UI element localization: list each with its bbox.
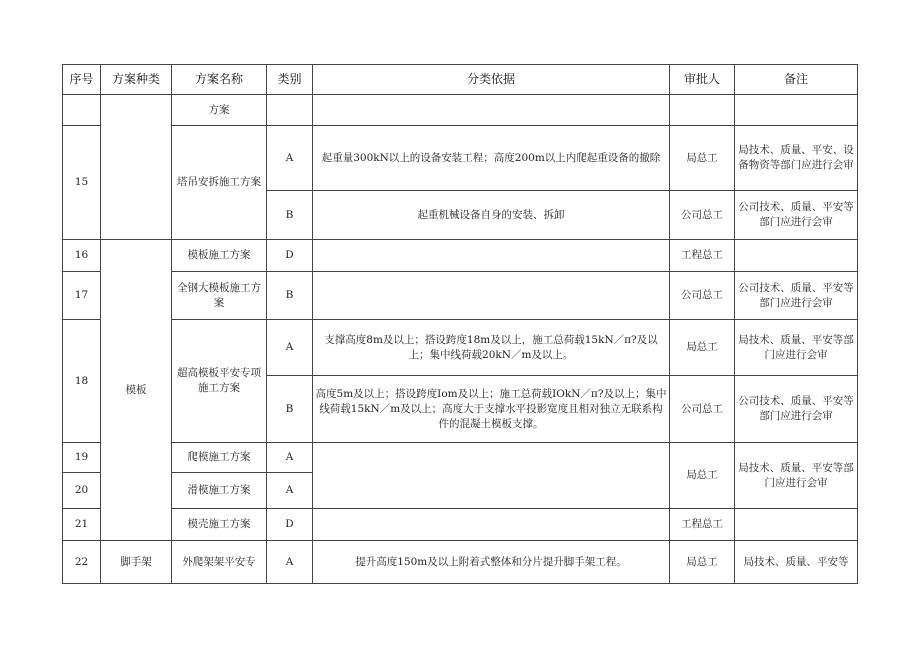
remark-cell: 局技术、质量、平安、设备物资等部门应进行会审 bbox=[735, 126, 858, 191]
basis-cell bbox=[313, 240, 670, 272]
remark-cell: 公司技术、质量、平安等部门应进行会审 bbox=[735, 376, 858, 443]
table-row bbox=[63, 443, 858, 473]
approver-cell bbox=[670, 95, 735, 126]
category-cell bbox=[267, 95, 313, 126]
approver-cell: 局总工 bbox=[670, 541, 735, 584]
seq-cell: 21 bbox=[63, 509, 101, 541]
remark-cell: 局技术、质量、平安等 bbox=[735, 541, 858, 584]
category-cell: B bbox=[267, 272, 313, 320]
basis-cell: 起重机械设备自身的安装、拆卸 bbox=[313, 191, 670, 240]
name-cell: 模板施工方案 bbox=[172, 240, 267, 272]
approver-cell: 局总工 bbox=[670, 126, 735, 191]
header-basis: 分类依据 bbox=[313, 65, 670, 95]
category-cell: D bbox=[267, 509, 313, 541]
name-cell: 爬模施工方案 bbox=[172, 443, 267, 473]
remark-cell bbox=[735, 95, 858, 126]
seq-cell: 16 bbox=[63, 240, 101, 272]
header-seq: 序号 bbox=[63, 65, 101, 95]
type-cell: 脚手架 bbox=[101, 541, 172, 584]
name-cell: 全钢大模板施工方案 bbox=[172, 272, 267, 320]
category-cell: A bbox=[267, 473, 313, 509]
basis-cell: 起重量300kN以上的设备安装工程；高度200m以上内爬起重设备的撤除 bbox=[313, 126, 670, 191]
seq-cell: 18 bbox=[63, 320, 101, 443]
name-cell: 滑模施工方案 bbox=[172, 473, 267, 509]
header-row bbox=[63, 65, 858, 95]
basis-cell: 提升高度150m及以上附着式整体和分片提升脚手架工程。 bbox=[313, 541, 670, 584]
approver-cell: 公司总工 bbox=[670, 272, 735, 320]
approver-cell: 局总工 bbox=[670, 320, 735, 376]
category-cell: A bbox=[267, 541, 313, 584]
seq-cell: 15 bbox=[63, 126, 101, 240]
header-remark: 备注 bbox=[735, 65, 858, 95]
scheme-classification-table bbox=[62, 64, 858, 584]
header-approver: 审批人 bbox=[670, 65, 735, 95]
remark-cell bbox=[735, 240, 858, 272]
name-cell: 塔吊安拆施工方案 bbox=[172, 126, 267, 240]
table-row bbox=[63, 541, 858, 584]
basis-cell bbox=[313, 443, 670, 509]
table-row bbox=[63, 95, 858, 126]
remark-cell: 公司技术、质量、平安等部门应进行会审 bbox=[735, 272, 858, 320]
category-cell: A bbox=[267, 443, 313, 473]
approver-cell: 工程总工 bbox=[670, 240, 735, 272]
header-type: 方案种类 bbox=[101, 65, 172, 95]
remark-cell: 局技术、质量、平安等部门应进行会审 bbox=[735, 320, 858, 376]
remark-cell bbox=[735, 509, 858, 541]
basis-cell: 支撑高度8m及以上；搭设跨度18m及以上，施工总荷载15kN／π?及以上；集中线荷载20kN／m及以上。 bbox=[313, 320, 670, 376]
name-cell: 超高模板平安专项施工方案 bbox=[172, 320, 267, 443]
category-cell: B bbox=[267, 376, 313, 443]
approver-cell: 公司总工 bbox=[670, 191, 735, 240]
seq-cell: 22 bbox=[63, 541, 101, 584]
table-row bbox=[63, 272, 858, 320]
name-cell: 方案 bbox=[172, 95, 267, 126]
name-cell: 外爬架架平安专 bbox=[172, 541, 267, 584]
table-row bbox=[63, 126, 858, 191]
category-cell: A bbox=[267, 126, 313, 191]
approver-cell: 局总工 bbox=[670, 443, 735, 509]
table-row bbox=[63, 509, 858, 541]
basis-cell bbox=[313, 272, 670, 320]
basis-cell bbox=[313, 95, 670, 126]
header-name: 方案名称 bbox=[172, 65, 267, 95]
seq-cell: 20 bbox=[63, 473, 101, 509]
seq-cell: 19 bbox=[63, 443, 101, 473]
category-cell: A bbox=[267, 320, 313, 376]
table-row bbox=[63, 240, 858, 272]
approver-cell: 公司总工 bbox=[670, 376, 735, 443]
header-category: 类别 bbox=[267, 65, 313, 95]
remark-cell: 局技术、质量、平安等部门应进行会审 bbox=[735, 443, 858, 509]
seq-cell bbox=[63, 95, 101, 126]
seq-cell: 17 bbox=[63, 272, 101, 320]
basis-cell bbox=[313, 509, 670, 541]
approver-cell: 工程总工 bbox=[670, 509, 735, 541]
type-cell bbox=[101, 95, 172, 240]
type-cell: 模板 bbox=[101, 240, 172, 541]
table-row bbox=[63, 320, 858, 376]
name-cell: 模壳施工方案 bbox=[172, 509, 267, 541]
remark-cell: 公司技术、质量、平安等部门应进行会审 bbox=[735, 191, 858, 240]
category-cell: B bbox=[267, 191, 313, 240]
basis-cell: 高度5m及以上；搭设跨度Iom及以上；施工总荷载IOkN／π?及以上；集中线荷载15kN／m及以上；高度大于支撑水平投影宽度且相对独立无联系构件的混凝土模板支撑。 bbox=[313, 376, 670, 443]
category-cell: D bbox=[267, 240, 313, 272]
